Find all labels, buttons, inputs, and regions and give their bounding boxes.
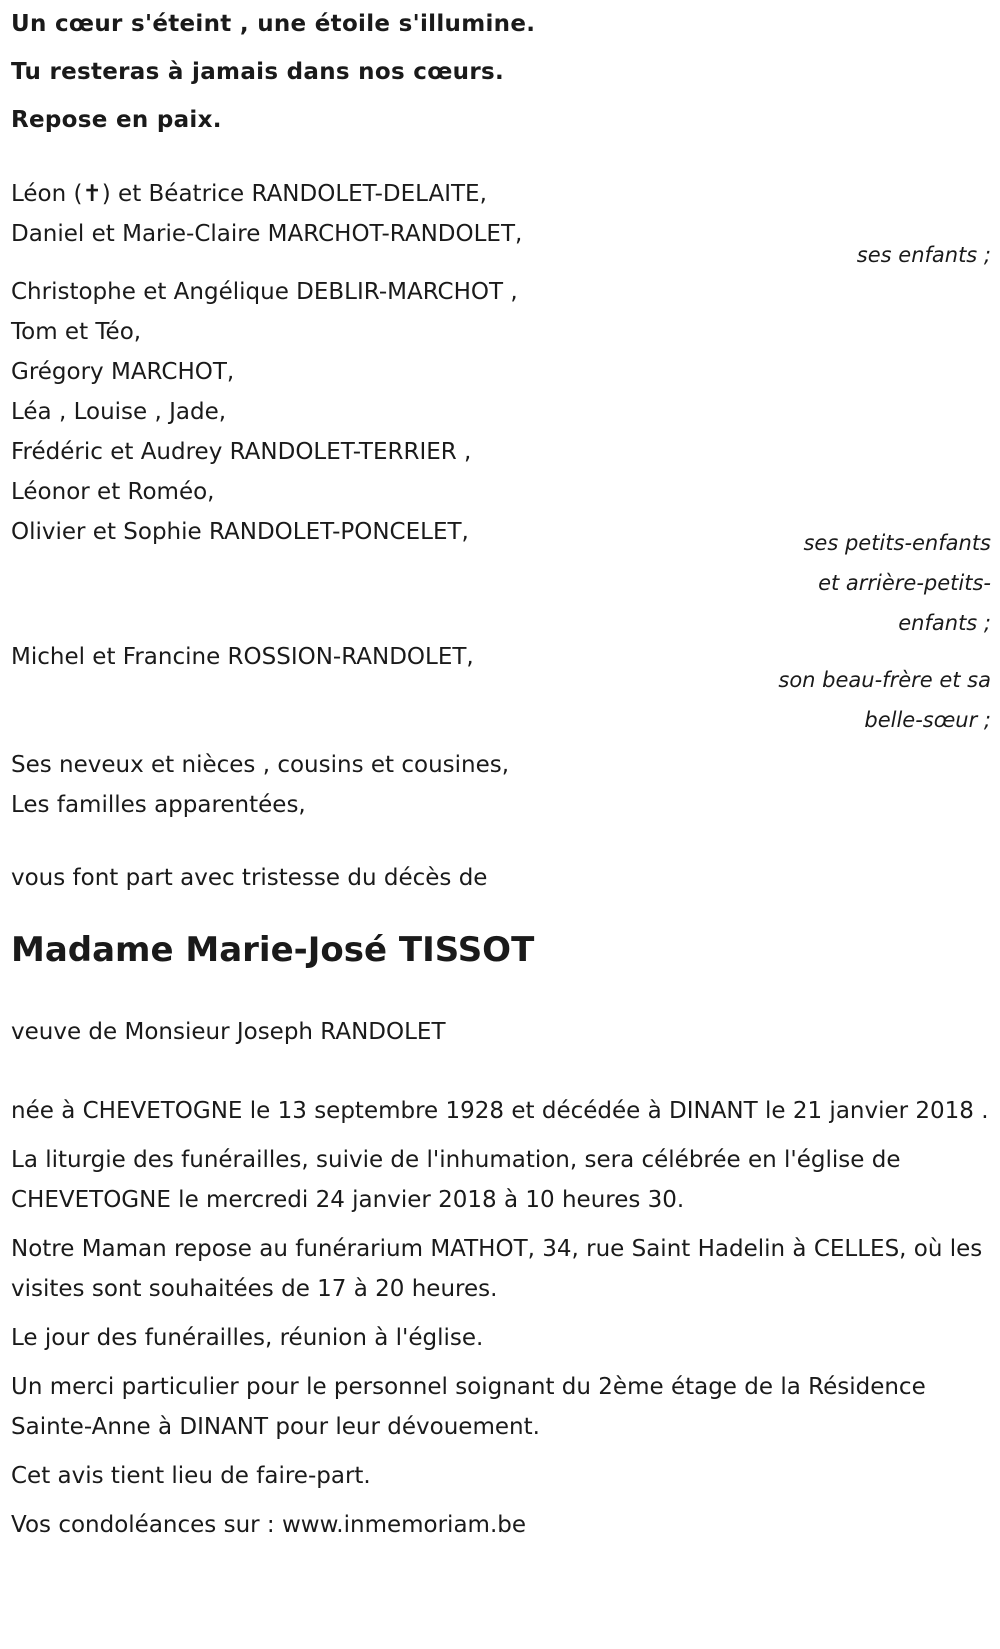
in-laws-role: [691, 660, 991, 740]
grandchildren-line-3: Grégory MARCHOT,: [11, 359, 235, 385]
poem-line-2: Tu resteras à jamais dans nos cœurs.: [11, 59, 505, 85]
funeral-paragraph: La liturgie des funérailles, suivie de l'inhumation, sera célébrée en l'église de CHEVETOGNE le mercredi 24 janvier 2018 à 10 heures 30.: [11, 1147, 901, 1213]
in-laws-role-line-1: son beau-frère et sa: [778, 668, 991, 692]
relatives-line-1: Ses neveux et nièces , cousins et cousines,: [11, 752, 510, 778]
children-role-label: ses enfants ;: [856, 243, 991, 267]
grandchildren-line-2: Tom et Téo,: [11, 319, 142, 345]
relatives-line-2: Les familles apparentées,: [11, 792, 306, 818]
announcement-text: vous font part avec tristesse du décès de: [11, 865, 488, 891]
grandchildren-line-7: Olivier et Sophie RANDOLET-PONCELET,: [11, 519, 469, 545]
poem-line-3: Repose en paix.: [11, 107, 222, 133]
birth-death-paragraph: née à CHEVETOGNE le 13 septembre 1928 et décédée à DINANT le 21 janvier 2018 .: [11, 1098, 989, 1124]
thanks-paragraph: Un merci particulier pour le personnel soignant du 2ème étage de la Résidence Sainte-Anne à DINANT pour leur dévouement.: [11, 1374, 926, 1440]
grandchildren-line-1: Christophe et Angélique DEBLIR-MARCHOT ,: [11, 279, 518, 305]
details-section: [11, 1091, 991, 1545]
grandchildren-list: [11, 272, 518, 552]
deceased-name: [11, 926, 534, 974]
grandchildren-role-line-1: ses petits-enfants: [803, 531, 991, 555]
children-list: [11, 174, 522, 254]
condolences-paragraph: Vos condoléances sur : www.inmemoriam.be: [11, 1512, 527, 1538]
grandchildren-role: [691, 523, 991, 643]
children-role: [691, 235, 991, 275]
notice-paragraph: Cet avis tient lieu de faire-part.: [11, 1463, 371, 1489]
widow-of-text: veuve de Monsieur Joseph RANDOLET: [11, 1019, 446, 1045]
children-line-2: Daniel et Marie-Claire MARCHOT-RANDOLET,: [11, 221, 523, 247]
grandchildren-role-line-2: et arrière-petits-: [818, 571, 991, 595]
widow-of: [11, 1012, 446, 1052]
meeting-paragraph: Le jour des funérailles, réunion à l'église.: [11, 1325, 484, 1351]
grandchildren-line-4: Léa , Louise , Jade,: [11, 399, 227, 425]
in-laws-list: [11, 637, 474, 677]
in-laws-role-line-2: belle-sœur ;: [864, 708, 991, 732]
children-line-1: Léon (✝) et Béatrice RANDOLET-DELAITE,: [11, 181, 487, 207]
in-laws-line-1: Michel et Francine ROSSION-RANDOLET,: [11, 644, 474, 670]
grandchildren-role-line-3: enfants ;: [898, 611, 991, 635]
relatives-list: [11, 745, 509, 825]
poem-block: [11, 0, 535, 144]
funerarium-paragraph: Notre Maman repose au funérarium MATHOT, 34, rue Saint Hadelin à CELLES, où les visites sont souhaitées de 17 à 20 heures.: [11, 1236, 983, 1302]
announcement: [11, 858, 487, 898]
poem-line-1: Un cœur s'éteint , une étoile s'illumine.: [11, 11, 536, 37]
deceased-name-text: Madame Marie-José TISSOT: [11, 930, 535, 970]
grandchildren-line-5: Frédéric et Audrey RANDOLET-TERRIER ,: [11, 439, 472, 465]
grandchildren-line-6: Léonor et Roméo,: [11, 479, 215, 505]
